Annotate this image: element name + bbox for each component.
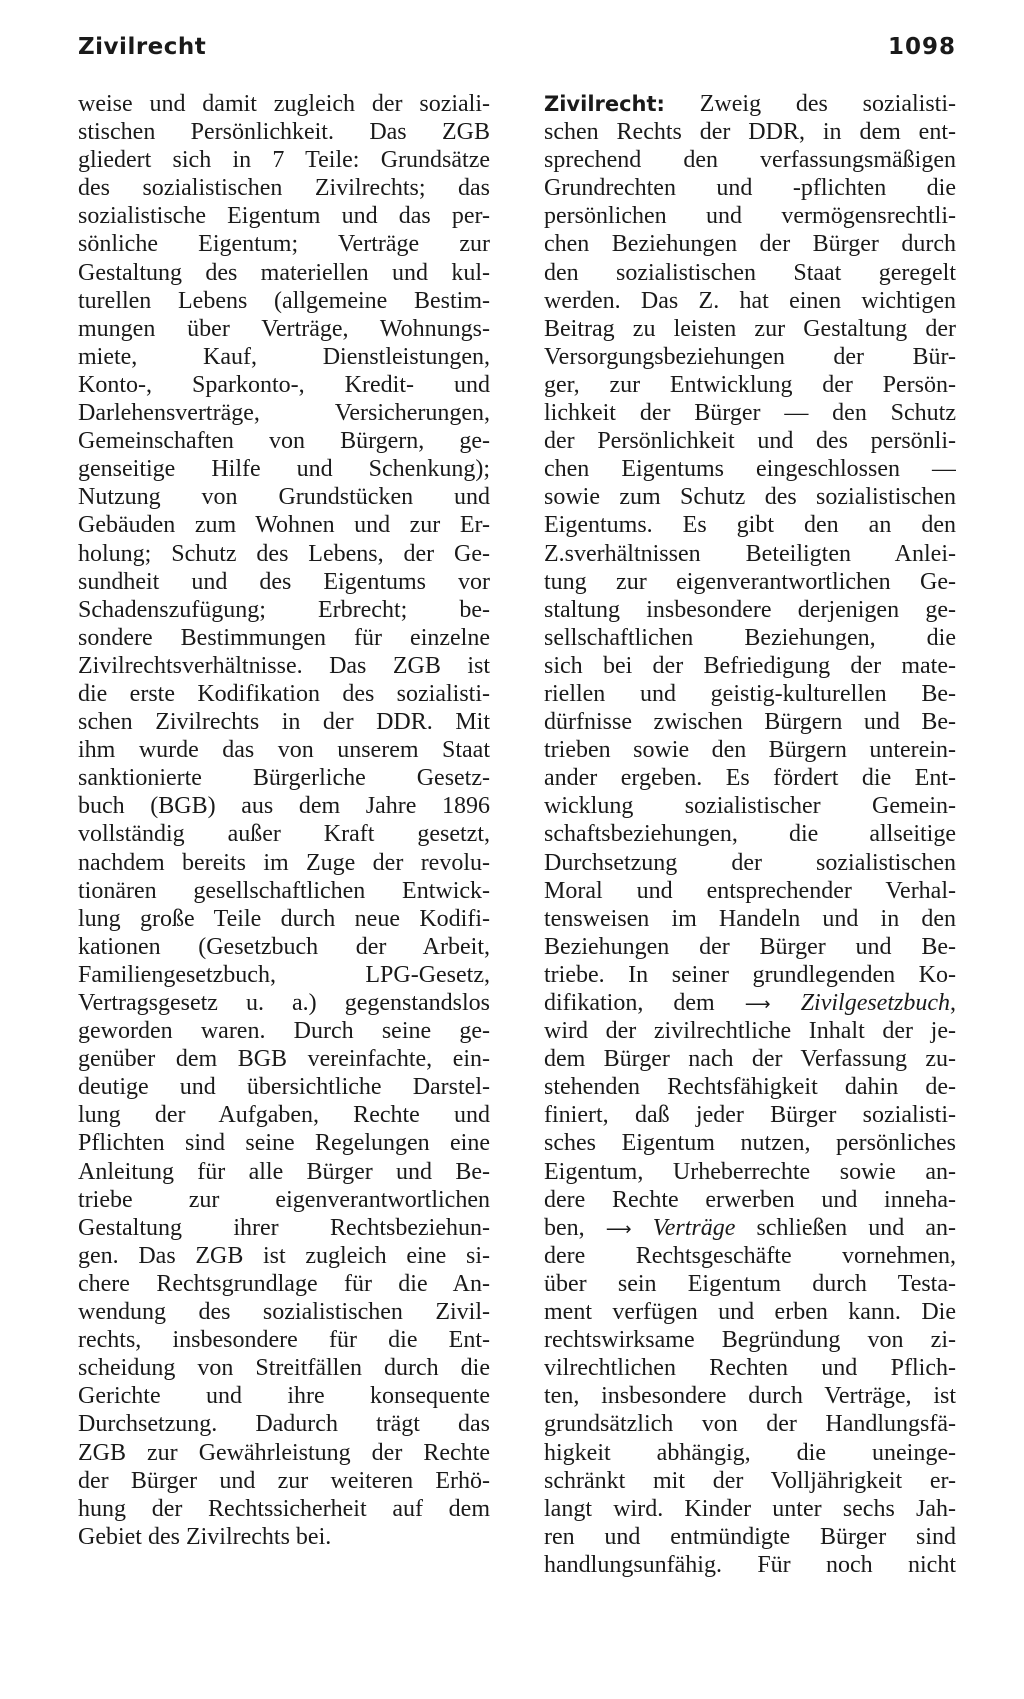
text-line: schaftsbeziehungen, die allseitige bbox=[544, 821, 956, 848]
text-line: miete, Kauf, Dienstleistungen, bbox=[78, 343, 490, 370]
text-line: schen Zivilrechts in der DDR. Mit bbox=[78, 709, 490, 736]
text-line: gliedert sich in 7 Teile: Grundsätze bbox=[78, 147, 490, 174]
text-line: dürfnisse zwischen Bürgern und Be- bbox=[544, 709, 956, 736]
text-line: Darlehensverträge, Versicherungen, bbox=[78, 400, 490, 427]
text-line: des sozialistischen Zivilrechts; das bbox=[78, 175, 490, 202]
text-line: Gerichte und ihre konsequente bbox=[78, 1383, 490, 1410]
text-line: ment verfügen und erben kann. Die bbox=[544, 1299, 956, 1326]
text-run: Zweig des sozialisti- bbox=[664, 91, 956, 117]
text-line: tung zur eigenverantwortlichen Ge- bbox=[544, 568, 956, 595]
right-text-block-2 bbox=[544, 1017, 956, 1214]
text-line: lung große Teile durch neue Kodifi- bbox=[78, 905, 490, 932]
text-line: riellen und geistig-kulturellen Be- bbox=[544, 680, 956, 707]
text-line: tionären gesellschaftlichen Entwick- bbox=[78, 877, 490, 904]
text-line: ander ergeben. Es fördert die Ent- bbox=[544, 765, 956, 792]
text-line: staltung insbesondere derjenigen ge- bbox=[544, 596, 956, 623]
text-line: Pflichten sind seine Regelungen eine bbox=[78, 1130, 490, 1157]
right-text-block-3 bbox=[544, 1242, 956, 1579]
text-line: ihm wurde das von unserem Staat bbox=[78, 737, 490, 764]
text-line: sanktionierte Bürgerliche Gesetz- bbox=[78, 765, 490, 792]
text-line: higkeit abhängig, die uneinge- bbox=[544, 1439, 956, 1466]
text-line: sches Eigentum nutzen, persönliches bbox=[544, 1130, 956, 1157]
text-line: triebe zur eigenverantwortlichen bbox=[78, 1186, 490, 1213]
page-number: 1098 bbox=[887, 34, 956, 60]
cross-reference-term[interactable]: Zivilgesetzbuch bbox=[800, 990, 950, 1016]
text-line: ger, zur Entwicklung der Persön- bbox=[544, 371, 956, 398]
text-run: , bbox=[950, 990, 956, 1016]
right-text-block-1 bbox=[544, 118, 956, 989]
running-headword: Zivilrecht bbox=[78, 34, 207, 60]
text-line: persönlichen und vermögensrechtli- bbox=[544, 203, 956, 230]
text-line: Anleitung für alle Bürger und Be- bbox=[78, 1158, 490, 1185]
text-line: Nutzung von Grundstücken und bbox=[78, 484, 490, 511]
text-line: buch (BGB) aus dem Jahre 1896 bbox=[78, 793, 490, 820]
text-line: die erste Kodifikation des sozialisti- bbox=[78, 680, 490, 707]
text-line: chen Eigentums eingeschlossen — bbox=[544, 456, 956, 483]
text-line: Eigentums. Es gibt den an den bbox=[544, 512, 956, 539]
text-line bbox=[544, 989, 956, 1017]
text-line: der Persönlichkeit und des persönli- bbox=[544, 428, 956, 455]
text-line: schen Rechts der DDR, in dem ent- bbox=[544, 119, 956, 146]
text-line: ZGB zur Gewährleistung der Rechte bbox=[78, 1439, 490, 1466]
text-line: scheidung von Streitfällen durch die bbox=[78, 1355, 490, 1382]
right-column bbox=[544, 90, 956, 1579]
text-line: wendung des sozialistischen Zivil- bbox=[78, 1299, 490, 1326]
text-line: der Bürger und zur weiteren Erhö- bbox=[78, 1467, 490, 1494]
text-line: Beziehungen der Bürger und Be- bbox=[544, 933, 956, 960]
text-run: difikation, dem bbox=[544, 990, 745, 1016]
text-line bbox=[544, 90, 956, 118]
text-line: stehenden Rechtsfähigkeit dahin de- bbox=[544, 1074, 956, 1101]
text-line: genüber dem BGB vereinfachte, ein- bbox=[78, 1046, 490, 1073]
text-line: Gebäuden zum Wohnen und zur Er- bbox=[78, 512, 490, 539]
text-line: handlungsunfähig. Für noch nicht bbox=[544, 1551, 956, 1578]
text-line: nachdem bereits im Zuge der revolu- bbox=[78, 849, 490, 876]
text-line: mungen über Verträge, Wohnungs- bbox=[78, 315, 490, 342]
text-line: rechts, insbesondere für die Ent- bbox=[78, 1327, 490, 1354]
text-line: schränkt mit der Volljährigkeit er- bbox=[544, 1467, 956, 1494]
page-header bbox=[78, 34, 956, 68]
text-line: hung der Rechtssicherheit auf dem bbox=[78, 1495, 490, 1522]
text-line: sellschaftlichen Beziehungen, die bbox=[544, 624, 956, 651]
text-line: Gemeinschaften von Bürgern, ge- bbox=[78, 428, 490, 455]
text-line: holung; Schutz des Lebens, der Ge- bbox=[78, 540, 490, 567]
text-line: Durchsetzung. Dadurch trägt das bbox=[78, 1411, 490, 1438]
text-line: sönliche Eigentum; Verträge zur bbox=[78, 231, 490, 258]
text-line: Versorgungsbeziehungen der Bür- bbox=[544, 343, 956, 370]
text-line: lichkeit der Bürger — den Schutz bbox=[544, 400, 956, 427]
text-run: schließen und an- bbox=[735, 1214, 956, 1241]
text-line: dere Rechtsgeschäfte vornehmen, bbox=[544, 1242, 956, 1269]
text-line: Zivilrechtsverhältnisse. Das ZGB ist bbox=[78, 652, 490, 679]
text-line: sundheit und des Eigentums vor bbox=[78, 568, 490, 595]
cross-reference-arrow-icon: ⟶ bbox=[744, 994, 771, 1015]
text-line: Beitrag zu leisten zur Gestaltung der bbox=[544, 315, 956, 342]
text-line: Gestaltung des materiellen und kul- bbox=[78, 259, 490, 286]
text-line bbox=[544, 1214, 956, 1242]
text-line: Gebiet des Zivilrechts bei. bbox=[78, 1523, 332, 1550]
text-line: triebe. In seiner grundlegenden Ko- bbox=[544, 961, 956, 988]
text-line: Moral und entsprechender Verhal- bbox=[544, 877, 956, 904]
text-line: deutige und übersichtliche Darstel- bbox=[78, 1074, 490, 1101]
text-line: sprechend den verfassungsmäßigen bbox=[544, 147, 956, 174]
cross-reference-arrow-icon: ⟶ bbox=[605, 1218, 632, 1240]
text-line: sich bei der Befriedigung der mate- bbox=[544, 652, 956, 679]
text-line: Grundrechten und -pflichten die bbox=[544, 175, 956, 202]
text-line: langt wird. Kinder unter sechs Jah- bbox=[544, 1495, 956, 1522]
text-line: Konto-, Sparkonto-, Kredit- und bbox=[78, 371, 490, 398]
text-line: Z.sverhältnissen Beteiligten Anlei- bbox=[544, 540, 956, 567]
text-line: sondere Bestimmungen für einzelne bbox=[78, 624, 490, 651]
cross-reference-term[interactable]: Verträge bbox=[652, 1214, 736, 1241]
text-line: geworden waren. Durch seine ge- bbox=[78, 1018, 490, 1045]
text-line: grundsätzlich von der Handlungsfä- bbox=[544, 1411, 956, 1438]
text-line: tensweisen im Handeln und in den bbox=[544, 905, 956, 932]
text-line: über sein Eigentum durch Testa- bbox=[544, 1270, 956, 1297]
text-line: Schadenszufügung; Erbrecht; be- bbox=[78, 596, 490, 623]
text-line: chere Rechtsgrundlage für die An- bbox=[78, 1270, 490, 1297]
text-line: gen. Das ZGB ist zugleich eine si- bbox=[78, 1242, 490, 1269]
text-line: stischen Persönlichkeit. Das ZGB bbox=[78, 119, 490, 146]
text-line: finiert, daß jeder Bürger sozialisti- bbox=[544, 1102, 956, 1129]
text-line: sowie zum Schutz des sozialistischen bbox=[544, 484, 956, 511]
text-line: vollständig außer Kraft gesetzt, bbox=[78, 821, 490, 848]
text-run: ben, bbox=[544, 1214, 606, 1241]
text-line: genseitige Hilfe und Schenkung); bbox=[78, 456, 490, 483]
text-line: Vertragsgesetz u. a.) gegenstandslos bbox=[78, 990, 490, 1016]
text-line: wicklung sozialistischer Gemein- bbox=[544, 793, 956, 820]
text-line: Gestaltung ihrer Rechtsbeziehun- bbox=[78, 1214, 490, 1241]
text-line: kationen (Gesetzbuch der Arbeit, bbox=[78, 933, 490, 960]
text-line: chen Beziehungen der Bürger durch bbox=[544, 231, 956, 258]
text-line: den sozialistischen Staat geregelt bbox=[544, 259, 956, 286]
text-line: rechtswirksame Begründung von zi- bbox=[544, 1327, 956, 1354]
entry-term: Zivilrecht: bbox=[544, 92, 665, 116]
text-line: turellen Lebens (allgemeine Bestim- bbox=[78, 287, 490, 314]
text-line: werden. Das Z. hat einen wichtigen bbox=[544, 287, 956, 314]
text-line: ren und entmündigte Bürger sind bbox=[544, 1523, 956, 1550]
text-line: dere Rechte erwerben und inneha- bbox=[544, 1186, 956, 1213]
text-line: dem Bürger nach der Verfassung zu- bbox=[544, 1046, 956, 1073]
text-line: Familiengesetzbuch, LPG-Gesetz, bbox=[78, 961, 490, 988]
text-line: lung der Aufgaben, Rechte und bbox=[78, 1102, 490, 1129]
text-line: Eigentum, Urheberrechte sowie an- bbox=[544, 1158, 956, 1185]
text-line: wird der zivilrechtliche Inhalt der je- bbox=[544, 1018, 956, 1045]
text-line: trieben sowie den Bürgern unterein- bbox=[544, 737, 956, 764]
text-line: Durchsetzung der sozialistischen bbox=[544, 849, 956, 876]
text-line: weise und damit zugleich der soziali- bbox=[78, 91, 490, 117]
text-line: vilrechtlichen Rechten und Pflich- bbox=[544, 1355, 956, 1382]
text-line: sozialistische Eigentum und das per- bbox=[78, 203, 490, 230]
left-column bbox=[78, 90, 490, 1551]
text-line: ten, insbesondere durch Verträge, ist bbox=[544, 1383, 956, 1410]
